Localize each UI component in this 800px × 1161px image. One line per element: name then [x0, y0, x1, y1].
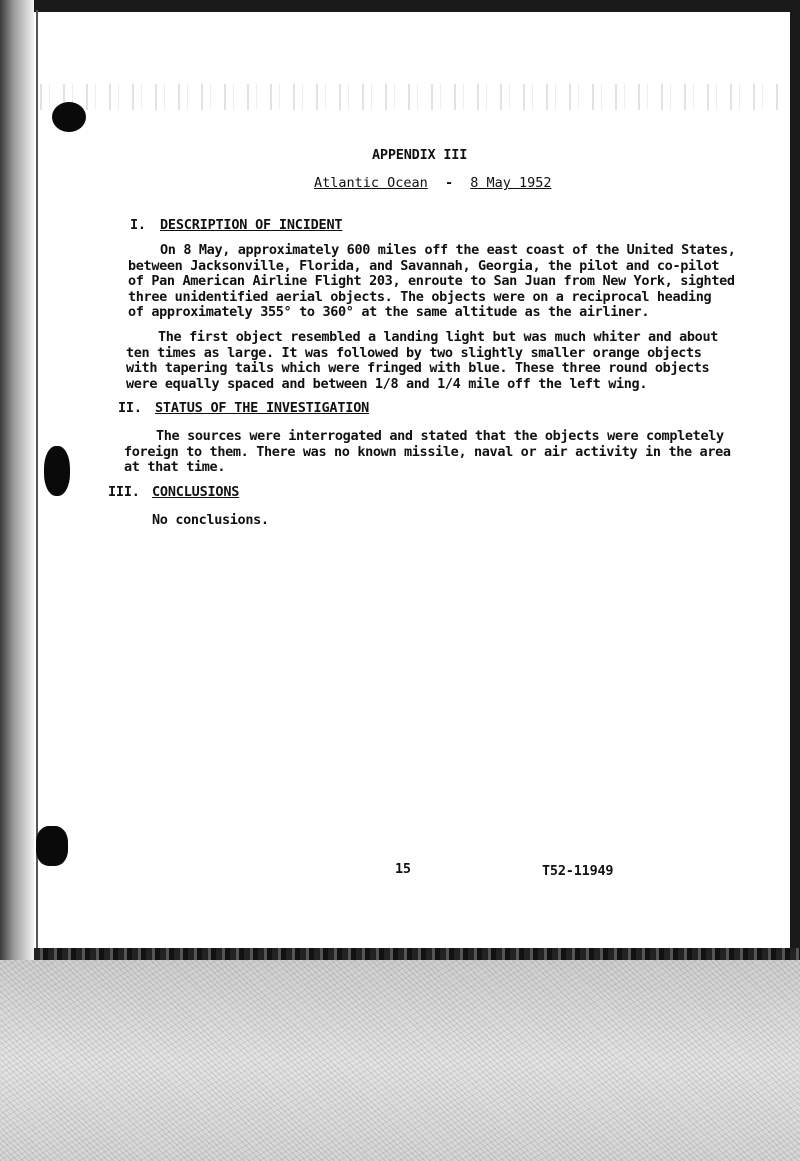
text-line: of Pan American Airline Flight 203, enroute to San Juan from New York, sighted [128, 273, 735, 289]
text-line: ten times as large. It was followed by two slightly smaller orange objects [126, 344, 702, 361]
section-1-paragraph-1 [128, 243, 736, 321]
punch-hole [52, 102, 86, 132]
page-number: 15 [395, 861, 411, 877]
section-1-numeral: I. [130, 217, 146, 233]
scan-margin-noise [0, 960, 800, 1161]
location-separator: - [444, 175, 454, 191]
punch-hole [44, 446, 70, 496]
section-2-heading: STATUS OF THE INVESTIGATION [155, 400, 370, 416]
text-line: with tapering tails which were fringed with blue. These three round objects [126, 360, 710, 376]
location-place: Atlantic Ocean [314, 175, 428, 191]
appendix-title: APPENDIX III [372, 147, 468, 163]
text-line: No conclusions. [152, 512, 269, 528]
document-code: T52-11949 [542, 863, 614, 879]
section-1-heading: DESCRIPTION OF INCIDENT [160, 217, 343, 233]
section-3-numeral: III. [108, 484, 140, 500]
section-3-heading: CONCLUSIONS [152, 484, 240, 500]
section-2-numeral: II. [118, 400, 142, 416]
scan-edge-left [0, 0, 34, 960]
scan-edge-bottom [34, 948, 800, 960]
text-line: between Jacksonville, Florida, and Savannah, Georgia, the pilot and co-pilot [128, 257, 720, 274]
scan-edge-right [790, 0, 800, 960]
section-3-paragraph-1 [152, 513, 269, 529]
text-line: foreign to them. There was no known missile, naval or air activity in the area [124, 443, 731, 460]
scan-edge-top [0, 0, 800, 12]
location-heading [314, 175, 552, 191]
text-line: The first object resembled a landing light but was much whiter and about [158, 329, 718, 345]
punch-hole [36, 826, 68, 866]
scan-noise-strip [40, 84, 780, 110]
text-line: three unidentified aerial objects. The objects were on a reciprocal heading [128, 288, 712, 305]
section-1-paragraph-2 [126, 330, 718, 392]
text-line: The sources were interrogated and stated that the objects were completely [156, 428, 724, 444]
location-date: 8 May 1952 [470, 175, 552, 191]
section-2-paragraph-1 [124, 429, 731, 476]
scan-inner-line [36, 10, 38, 950]
text-line: On 8 May, approximately 600 miles off the east coast of the United States, [160, 242, 736, 258]
text-line: of approximately 355° to 360° at the same altitude as the airliner. [128, 304, 650, 320]
text-line: were equally spaced and between 1/8 and 1/4 mile off the left wing. [126, 375, 648, 392]
text-line: at that time. [124, 459, 226, 475]
